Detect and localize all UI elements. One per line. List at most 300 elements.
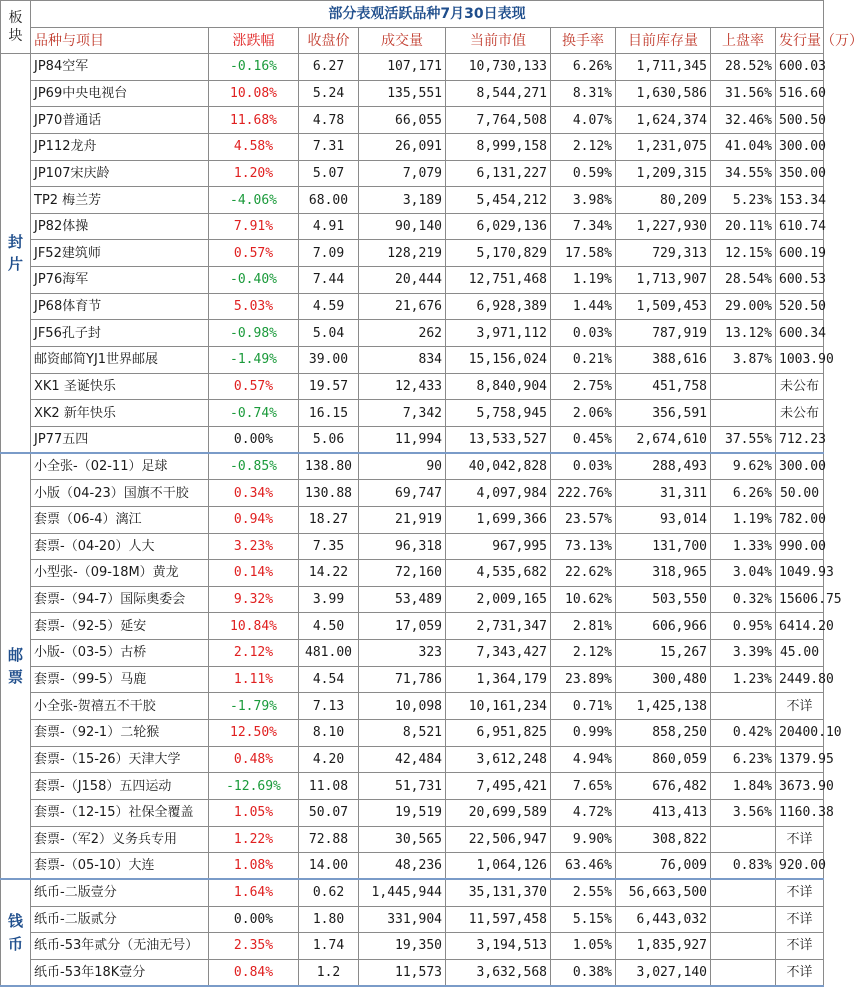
volume-cell: 21,919 bbox=[359, 506, 446, 533]
listing-rate-cell: 31.56% bbox=[711, 80, 776, 107]
market-value-cell: 967,995 bbox=[446, 533, 551, 560]
close-cell: 7.35 bbox=[299, 533, 359, 560]
volume-cell: 48,236 bbox=[359, 853, 446, 880]
listing-rate-cell: 28.54% bbox=[711, 267, 776, 294]
market-value-cell: 4,535,682 bbox=[446, 560, 551, 587]
listing-rate-cell bbox=[711, 879, 776, 906]
turnover-cell: 9.90% bbox=[551, 826, 616, 853]
turnover-cell: 22.62% bbox=[551, 560, 616, 587]
table-row bbox=[1, 773, 824, 800]
issue-cell: 不详 bbox=[776, 906, 824, 933]
stock-cell: 729,313 bbox=[616, 240, 711, 267]
stock-cell: 1,231,075 bbox=[616, 133, 711, 160]
market-value-cell: 4,097,984 bbox=[446, 480, 551, 507]
close-cell: 14.22 bbox=[299, 560, 359, 587]
table-row bbox=[1, 613, 824, 640]
market-value-cell: 10,730,133 bbox=[446, 54, 551, 81]
turnover-cell: 0.03% bbox=[551, 453, 616, 480]
volume-cell: 7,342 bbox=[359, 400, 446, 427]
market-value-cell: 3,194,513 bbox=[446, 933, 551, 960]
section-label-text: 封片 bbox=[7, 232, 23, 274]
table-row bbox=[1, 293, 824, 320]
issue-cell: 990.00 bbox=[776, 533, 824, 560]
issue-cell: 600.53 bbox=[776, 267, 824, 294]
close-cell: 68.00 bbox=[299, 187, 359, 214]
volume-cell: 17,059 bbox=[359, 613, 446, 640]
change-cell: -0.40% bbox=[209, 267, 299, 294]
volume-cell: 834 bbox=[359, 347, 446, 374]
volume-cell: 19,519 bbox=[359, 799, 446, 826]
stock-cell: 3,027,140 bbox=[616, 959, 711, 986]
turnover-cell: 23.57% bbox=[551, 506, 616, 533]
listing-rate-cell bbox=[711, 959, 776, 986]
table-row bbox=[1, 533, 824, 560]
listing-rate-cell: 3.87% bbox=[711, 347, 776, 374]
issue-cell: 520.50 bbox=[776, 293, 824, 320]
volume-cell: 51,731 bbox=[359, 773, 446, 800]
volume-cell: 19,350 bbox=[359, 933, 446, 960]
change-cell: -1.79% bbox=[209, 693, 299, 720]
issue-cell: 350.00 bbox=[776, 160, 824, 187]
volume-cell: 10,098 bbox=[359, 693, 446, 720]
header-listing-rate: 上盘率 bbox=[711, 28, 776, 54]
close-cell: 4.50 bbox=[299, 613, 359, 640]
change-cell: 2.35% bbox=[209, 933, 299, 960]
listing-rate-cell: 3.56% bbox=[711, 799, 776, 826]
close-cell: 16.15 bbox=[299, 400, 359, 427]
listing-rate-cell bbox=[711, 933, 776, 960]
corner-label bbox=[1, 1, 31, 54]
change-cell: 4.58% bbox=[209, 133, 299, 160]
stock-cell: 1,509,453 bbox=[616, 293, 711, 320]
header-name: 品种与项目 bbox=[31, 28, 209, 54]
change-cell: 10.08% bbox=[209, 80, 299, 107]
issue-cell: 不详 bbox=[776, 693, 824, 720]
table-row bbox=[1, 640, 824, 667]
turnover-cell: 0.21% bbox=[551, 347, 616, 374]
volume-cell: 128,219 bbox=[359, 240, 446, 267]
turnover-cell: 1.44% bbox=[551, 293, 616, 320]
table-row bbox=[1, 213, 824, 240]
name-cell: 套票-（94-7）国际奥委会 bbox=[31, 586, 209, 613]
market-value-cell: 3,612,248 bbox=[446, 746, 551, 773]
name-cell: 小版-（03-5）古桥 bbox=[31, 640, 209, 667]
stock-cell: 1,835,927 bbox=[616, 933, 711, 960]
name-cell: JP107宋庆龄 bbox=[31, 160, 209, 187]
name-cell: JP68体育节 bbox=[31, 293, 209, 320]
issue-cell: 1049.93 bbox=[776, 560, 824, 587]
turnover-cell: 0.45% bbox=[551, 426, 616, 453]
market-value-cell: 2,731,347 bbox=[446, 613, 551, 640]
listing-rate-cell: 13.12% bbox=[711, 320, 776, 347]
issue-cell: 300.00 bbox=[776, 453, 824, 480]
turnover-cell: 3.98% bbox=[551, 187, 616, 214]
listing-rate-cell: 1.84% bbox=[711, 773, 776, 800]
name-cell: JP70普通话 bbox=[31, 107, 209, 134]
listing-rate-cell bbox=[711, 400, 776, 427]
change-cell: -12.69% bbox=[209, 773, 299, 800]
close-cell: 4.59 bbox=[299, 293, 359, 320]
turnover-cell: 4.94% bbox=[551, 746, 616, 773]
name-cell: 小版（04-23）国旗不干胶 bbox=[31, 480, 209, 507]
close-cell: 7.31 bbox=[299, 133, 359, 160]
volume-cell: 42,484 bbox=[359, 746, 446, 773]
stock-cell: 308,822 bbox=[616, 826, 711, 853]
table-row bbox=[1, 453, 824, 480]
market-value-cell: 5,454,212 bbox=[446, 187, 551, 214]
market-value-cell: 5,758,945 bbox=[446, 400, 551, 427]
stock-cell: 1,711,345 bbox=[616, 54, 711, 81]
name-cell: 小全张-（02-11）足球 bbox=[31, 453, 209, 480]
turnover-cell: 0.99% bbox=[551, 720, 616, 747]
change-cell: 1.22% bbox=[209, 826, 299, 853]
name-cell: JP76海军 bbox=[31, 267, 209, 294]
market-value-cell: 20,699,589 bbox=[446, 799, 551, 826]
close-cell: 5.06 bbox=[299, 426, 359, 453]
volume-cell: 21,676 bbox=[359, 293, 446, 320]
change-cell: 7.91% bbox=[209, 213, 299, 240]
close-cell: 7.44 bbox=[299, 267, 359, 294]
section-label bbox=[1, 453, 31, 879]
issue-cell: 50.00 bbox=[776, 480, 824, 507]
close-cell: 138.80 bbox=[299, 453, 359, 480]
market-value-cell: 13,533,527 bbox=[446, 426, 551, 453]
close-cell: 72.88 bbox=[299, 826, 359, 853]
market-value-cell: 6,928,389 bbox=[446, 293, 551, 320]
stock-cell: 1,227,930 bbox=[616, 213, 711, 240]
change-cell: 1.64% bbox=[209, 879, 299, 906]
close-cell: 6.27 bbox=[299, 54, 359, 81]
change-cell: 0.94% bbox=[209, 506, 299, 533]
market-value-cell: 7,495,421 bbox=[446, 773, 551, 800]
listing-rate-cell: 29.00% bbox=[711, 293, 776, 320]
market-value-cell: 7,764,508 bbox=[446, 107, 551, 134]
issue-cell: 1003.90 bbox=[776, 347, 824, 374]
market-value-cell: 1,364,179 bbox=[446, 666, 551, 693]
turnover-cell: 4.72% bbox=[551, 799, 616, 826]
issue-cell: 20400.10 bbox=[776, 720, 824, 747]
listing-rate-cell: 28.52% bbox=[711, 54, 776, 81]
change-cell: 1.08% bbox=[209, 853, 299, 880]
section-label bbox=[1, 54, 31, 454]
change-cell: 1.11% bbox=[209, 666, 299, 693]
close-cell: 1.74 bbox=[299, 933, 359, 960]
name-cell: JP112龙舟 bbox=[31, 133, 209, 160]
table-row bbox=[1, 240, 824, 267]
stock-cell: 503,550 bbox=[616, 586, 711, 613]
stock-cell: 356,591 bbox=[616, 400, 711, 427]
turnover-cell: 6.26% bbox=[551, 54, 616, 81]
stock-cell: 676,482 bbox=[616, 773, 711, 800]
market-value-cell: 10,161,234 bbox=[446, 693, 551, 720]
close-cell: 481.00 bbox=[299, 640, 359, 667]
close-cell: 1.80 bbox=[299, 906, 359, 933]
name-cell: JP77五四 bbox=[31, 426, 209, 453]
listing-rate-cell: 3.39% bbox=[711, 640, 776, 667]
name-cell: 套票（06-4）漓江 bbox=[31, 506, 209, 533]
turnover-cell: 10.62% bbox=[551, 586, 616, 613]
listing-rate-cell bbox=[711, 906, 776, 933]
issue-cell: 不详 bbox=[776, 933, 824, 960]
name-cell: 套票-（99-5）马鹿 bbox=[31, 666, 209, 693]
name-cell: 纸币-53年贰分（无油无号） bbox=[31, 933, 209, 960]
name-cell: JP82体操 bbox=[31, 213, 209, 240]
stock-cell: 288,493 bbox=[616, 453, 711, 480]
close-cell: 5.07 bbox=[299, 160, 359, 187]
turnover-cell: 1.19% bbox=[551, 267, 616, 294]
table-row bbox=[1, 693, 824, 720]
turnover-cell: 0.59% bbox=[551, 160, 616, 187]
close-cell: 50.07 bbox=[299, 799, 359, 826]
issue-cell: 712.23 bbox=[776, 426, 824, 453]
change-cell: -0.74% bbox=[209, 400, 299, 427]
listing-rate-cell: 32.46% bbox=[711, 107, 776, 134]
change-cell: 0.84% bbox=[209, 959, 299, 986]
issue-cell: 1160.38 bbox=[776, 799, 824, 826]
header-change: 涨跌幅 bbox=[209, 28, 299, 54]
listing-rate-cell: 1.33% bbox=[711, 533, 776, 560]
change-cell: 9.32% bbox=[209, 586, 299, 613]
turnover-cell: 73.13% bbox=[551, 533, 616, 560]
market-value-cell: 6,951,825 bbox=[446, 720, 551, 747]
market-value-cell: 8,544,271 bbox=[446, 80, 551, 107]
turnover-cell: 2.12% bbox=[551, 133, 616, 160]
turnover-cell: 1.05% bbox=[551, 933, 616, 960]
name-cell: 纸币-二版壹分 bbox=[31, 879, 209, 906]
market-value-cell: 12,751,468 bbox=[446, 267, 551, 294]
close-cell: 11.08 bbox=[299, 773, 359, 800]
listing-rate-cell: 1.23% bbox=[711, 666, 776, 693]
close-cell: 8.10 bbox=[299, 720, 359, 747]
stock-cell: 15,267 bbox=[616, 640, 711, 667]
header-row bbox=[1, 28, 824, 54]
turnover-cell: 2.12% bbox=[551, 640, 616, 667]
name-cell: 套票-（12-15）社保全覆盖 bbox=[31, 799, 209, 826]
market-value-cell: 7,343,427 bbox=[446, 640, 551, 667]
listing-rate-cell: 0.32% bbox=[711, 586, 776, 613]
name-cell: 小全张-贺禧五不干胶 bbox=[31, 693, 209, 720]
listing-rate-cell: 20.11% bbox=[711, 213, 776, 240]
name-cell: 套票-（J158）五四运动 bbox=[31, 773, 209, 800]
header-turnover: 换手率 bbox=[551, 28, 616, 54]
issue-cell: 2449.80 bbox=[776, 666, 824, 693]
table-row bbox=[1, 400, 824, 427]
name-cell: 套票-（92-5）延安 bbox=[31, 613, 209, 640]
market-value-cell: 15,156,024 bbox=[446, 347, 551, 374]
change-cell: 1.20% bbox=[209, 160, 299, 187]
table-row bbox=[1, 160, 824, 187]
stock-cell: 1,713,907 bbox=[616, 267, 711, 294]
stock-cell: 2,674,610 bbox=[616, 426, 711, 453]
stock-cell: 858,250 bbox=[616, 720, 711, 747]
name-cell: 邮资邮简YJ1世界邮展 bbox=[31, 347, 209, 374]
name-cell: 套票-（04-20）人大 bbox=[31, 533, 209, 560]
market-value-cell: 2,009,165 bbox=[446, 586, 551, 613]
volume-cell: 66,055 bbox=[359, 107, 446, 134]
stock-cell: 787,919 bbox=[616, 320, 711, 347]
turnover-cell: 63.46% bbox=[551, 853, 616, 880]
section-label-text: 钱币 bbox=[7, 912, 23, 953]
issue-cell: 516.60 bbox=[776, 80, 824, 107]
issue-cell: 300.00 bbox=[776, 133, 824, 160]
close-cell: 4.20 bbox=[299, 746, 359, 773]
table-row bbox=[1, 720, 824, 747]
stock-cell: 31,311 bbox=[616, 480, 711, 507]
table-row bbox=[1, 426, 824, 453]
header-market-value: 当前市值 bbox=[446, 28, 551, 54]
volume-cell: 53,489 bbox=[359, 586, 446, 613]
listing-rate-cell: 6.26% bbox=[711, 480, 776, 507]
header-close: 收盘价 bbox=[299, 28, 359, 54]
stock-cell: 1,425,138 bbox=[616, 693, 711, 720]
issue-cell: 未公布 bbox=[776, 373, 824, 400]
corner-text: 板块 bbox=[8, 9, 23, 44]
market-value-cell: 40,042,828 bbox=[446, 453, 551, 480]
stock-cell: 606,966 bbox=[616, 613, 711, 640]
volume-cell: 90 bbox=[359, 453, 446, 480]
volume-cell: 26,091 bbox=[359, 133, 446, 160]
stock-cell: 80,209 bbox=[616, 187, 711, 214]
volume-cell: 135,551 bbox=[359, 80, 446, 107]
issue-cell: 920.00 bbox=[776, 853, 824, 880]
listing-rate-cell bbox=[711, 693, 776, 720]
stock-cell: 413,413 bbox=[616, 799, 711, 826]
turnover-cell: 2.81% bbox=[551, 613, 616, 640]
header-stock: 目前库存量 bbox=[616, 28, 711, 54]
listing-rate-cell: 5.23% bbox=[711, 187, 776, 214]
turnover-cell: 7.34% bbox=[551, 213, 616, 240]
name-cell: JP84空军 bbox=[31, 54, 209, 81]
volume-cell: 107,171 bbox=[359, 54, 446, 81]
table-row bbox=[1, 187, 824, 214]
table-row bbox=[1, 107, 824, 134]
volume-cell: 1,445,944 bbox=[359, 879, 446, 906]
listing-rate-cell bbox=[711, 826, 776, 853]
change-cell: 11.68% bbox=[209, 107, 299, 134]
name-cell: 套票-（15-26）天津大学 bbox=[31, 746, 209, 773]
volume-cell: 3,189 bbox=[359, 187, 446, 214]
stock-cell: 1,624,374 bbox=[616, 107, 711, 134]
change-cell: 0.34% bbox=[209, 480, 299, 507]
change-cell: -0.98% bbox=[209, 320, 299, 347]
name-cell: TP2 梅兰芳 bbox=[31, 187, 209, 214]
name-cell: JP69中央电视台 bbox=[31, 80, 209, 107]
table-row bbox=[1, 80, 824, 107]
stock-cell: 388,616 bbox=[616, 347, 711, 374]
listing-rate-cell: 1.19% bbox=[711, 506, 776, 533]
issue-cell: 153.34 bbox=[776, 187, 824, 214]
change-cell: 0.57% bbox=[209, 240, 299, 267]
turnover-cell: 8.31% bbox=[551, 80, 616, 107]
listing-rate-cell bbox=[711, 373, 776, 400]
turnover-cell: 2.55% bbox=[551, 879, 616, 906]
volume-cell: 69,747 bbox=[359, 480, 446, 507]
volume-cell: 72,160 bbox=[359, 560, 446, 587]
turnover-cell: 0.38% bbox=[551, 959, 616, 986]
close-cell: 7.13 bbox=[299, 693, 359, 720]
name-cell: 套票-（92-1）二轮猴 bbox=[31, 720, 209, 747]
table-row bbox=[1, 480, 824, 507]
header-issue: 发行量（万） bbox=[776, 28, 824, 54]
name-cell: 小型张-（09-18M）黄龙 bbox=[31, 560, 209, 587]
table-row bbox=[1, 879, 824, 906]
issue-cell: 3673.90 bbox=[776, 773, 824, 800]
volume-cell: 11,994 bbox=[359, 426, 446, 453]
change-cell: 12.50% bbox=[209, 720, 299, 747]
stock-cell: 860,059 bbox=[616, 746, 711, 773]
issue-cell: 600.34 bbox=[776, 320, 824, 347]
turnover-cell: 2.75% bbox=[551, 373, 616, 400]
volume-cell: 11,573 bbox=[359, 959, 446, 986]
name-cell: XK2 新年快乐 bbox=[31, 400, 209, 427]
table-row bbox=[1, 267, 824, 294]
change-cell: -0.85% bbox=[209, 453, 299, 480]
turnover-cell: 0.03% bbox=[551, 320, 616, 347]
close-cell: 130.88 bbox=[299, 480, 359, 507]
listing-rate-cell: 12.15% bbox=[711, 240, 776, 267]
table-row bbox=[1, 347, 824, 374]
market-value-cell: 1,064,126 bbox=[446, 853, 551, 880]
volume-cell: 262 bbox=[359, 320, 446, 347]
close-cell: 14.00 bbox=[299, 853, 359, 880]
name-cell: 纸币-53年18K壹分 bbox=[31, 959, 209, 986]
issue-cell: 610.74 bbox=[776, 213, 824, 240]
name-cell: 套票-（05-10）大连 bbox=[31, 853, 209, 880]
issue-cell: 未公布 bbox=[776, 400, 824, 427]
stock-cell: 318,965 bbox=[616, 560, 711, 587]
listing-rate-cell: 0.42% bbox=[711, 720, 776, 747]
stock-cell: 56,663,500 bbox=[616, 879, 711, 906]
market-value-cell: 22,506,947 bbox=[446, 826, 551, 853]
market-value-cell: 6,029,136 bbox=[446, 213, 551, 240]
market-value-cell: 5,170,829 bbox=[446, 240, 551, 267]
issue-cell: 不详 bbox=[776, 879, 824, 906]
table-row bbox=[1, 853, 824, 880]
table-row bbox=[1, 586, 824, 613]
stock-cell: 1,630,586 bbox=[616, 80, 711, 107]
issue-cell: 45.00 bbox=[776, 640, 824, 667]
table-row bbox=[1, 826, 824, 853]
change-cell: 3.23% bbox=[209, 533, 299, 560]
volume-cell: 331,904 bbox=[359, 906, 446, 933]
turnover-cell: 5.15% bbox=[551, 906, 616, 933]
change-cell: 0.00% bbox=[209, 906, 299, 933]
volume-cell: 7,079 bbox=[359, 160, 446, 187]
section-label bbox=[1, 879, 31, 986]
change-cell: -4.06% bbox=[209, 187, 299, 214]
close-cell: 4.54 bbox=[299, 666, 359, 693]
table-row bbox=[1, 959, 824, 986]
issue-cell: 6414.20 bbox=[776, 613, 824, 640]
issue-cell: 15606.75 bbox=[776, 586, 824, 613]
turnover-cell: 2.06% bbox=[551, 400, 616, 427]
listing-rate-cell: 9.62% bbox=[711, 453, 776, 480]
table-row bbox=[1, 906, 824, 933]
stock-cell: 93,014 bbox=[616, 506, 711, 533]
turnover-cell: 23.89% bbox=[551, 666, 616, 693]
name-cell: XK1 圣诞快乐 bbox=[31, 373, 209, 400]
volume-cell: 8,521 bbox=[359, 720, 446, 747]
volume-cell: 12,433 bbox=[359, 373, 446, 400]
table-row bbox=[1, 133, 824, 160]
market-value-cell: 35,131,370 bbox=[446, 879, 551, 906]
stock-cell: 300,480 bbox=[616, 666, 711, 693]
market-value-cell: 3,632,568 bbox=[446, 959, 551, 986]
turnover-cell: 7.65% bbox=[551, 773, 616, 800]
close-cell: 19.57 bbox=[299, 373, 359, 400]
close-cell: 0.62 bbox=[299, 879, 359, 906]
close-cell: 4.78 bbox=[299, 107, 359, 134]
